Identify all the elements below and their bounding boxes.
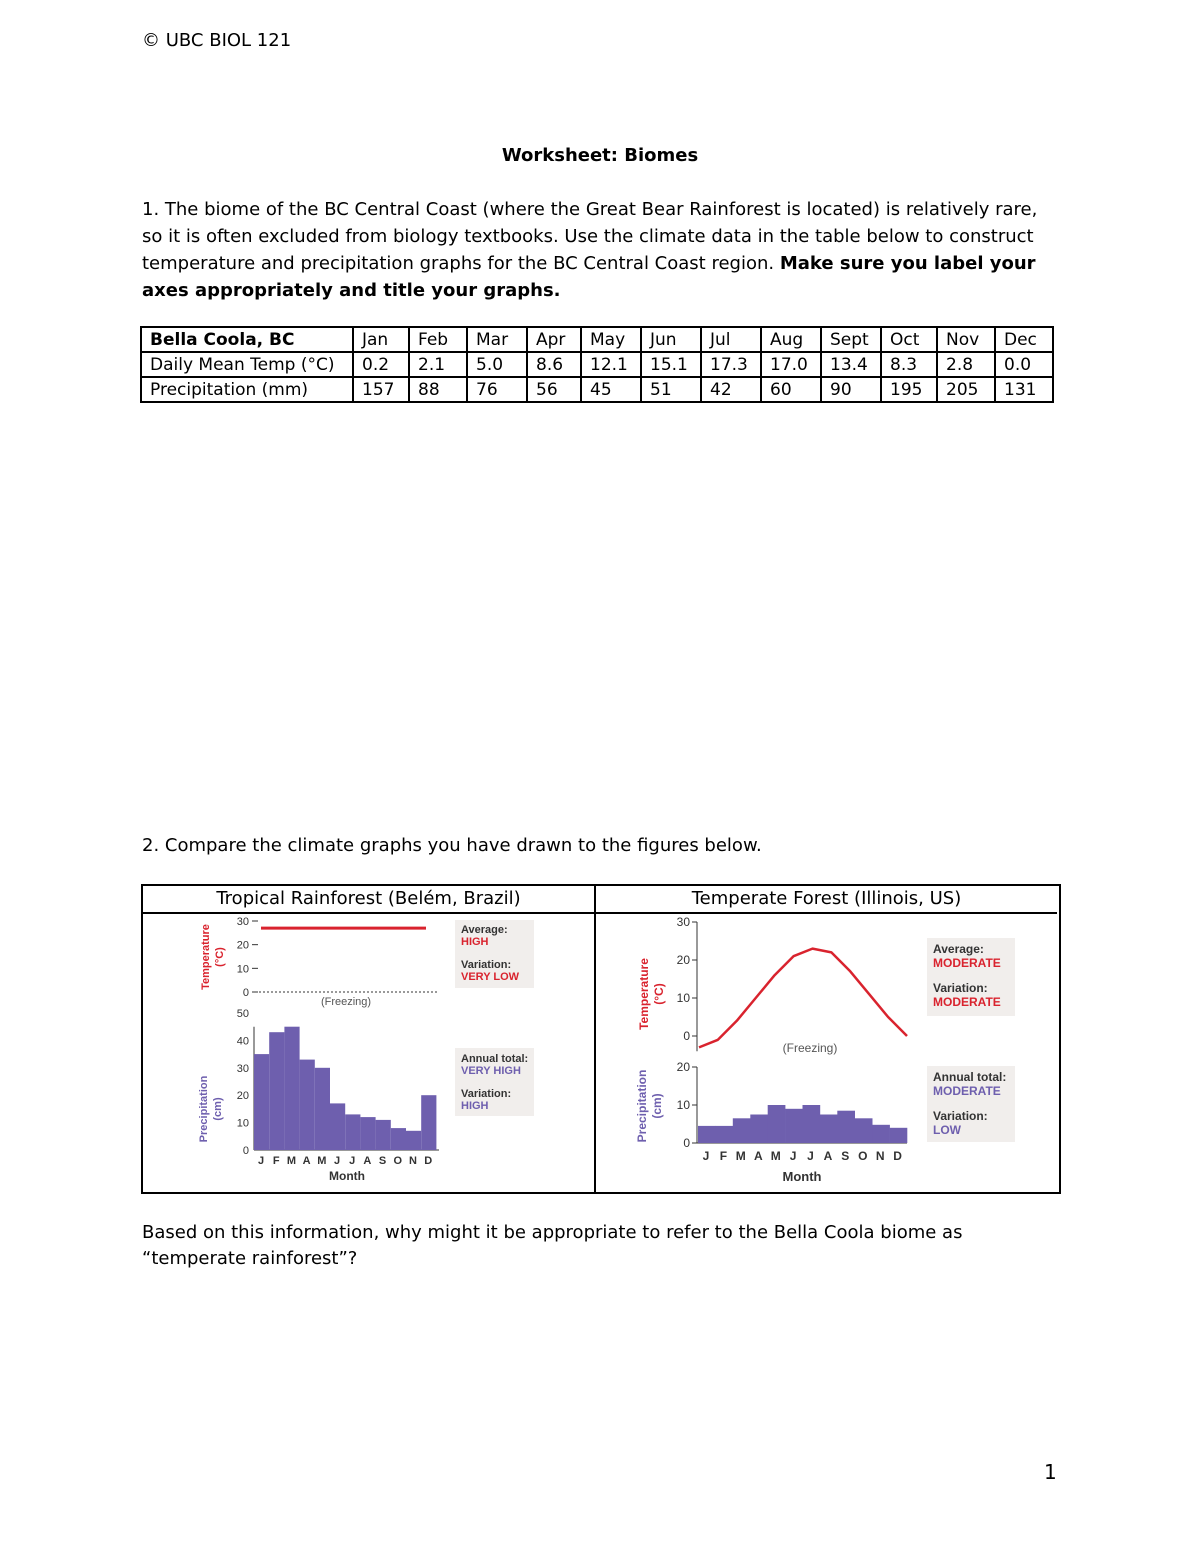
left-freezing-label: (Freezing) — [320, 996, 372, 1008]
left-precip-bar — [376, 1120, 391, 1150]
left-precip-axis-label: Precipitation — [198, 1075, 210, 1143]
copyright-header: © UBC BIOL 121 — [142, 30, 292, 51]
left-precip-bar — [406, 1131, 421, 1150]
right-month-labels — [703, 1149, 903, 1163]
table-month-cell: Sept — [821, 327, 881, 352]
right-precip-bar — [768, 1105, 786, 1143]
right-xlabel: Month — [782, 1169, 822, 1184]
table-month-cell: Feb — [409, 327, 467, 352]
table-month-cell: Dec — [995, 327, 1053, 352]
table-month-cell: Jan — [353, 327, 409, 352]
left-temp-tick-label: 30 — [236, 916, 249, 928]
table-precip-cell: 51 — [641, 377, 701, 402]
right-month-label: M — [735, 1149, 746, 1163]
right-precip-bar — [803, 1105, 821, 1143]
left-xlabel: Month — [329, 1169, 365, 1183]
table-temp-cell: 17.3 — [701, 352, 761, 377]
table-precip-cell: 60 — [761, 377, 821, 402]
question-2: 2. Compare the climate graphs you have drawn to the figures below. — [142, 835, 762, 856]
left-month-label: F — [272, 1155, 280, 1167]
right-month-label: N — [875, 1149, 885, 1163]
question-1-text: 1. The biome of the BC Central Coast (where the Great Bear Rainforest is located) is relatively rare, so it is often excluded from biology textbooks. Use the climate data in the table below to construct temperature and precipitation graphs for the BC Central Coast region. — [142, 199, 1038, 274]
table-temp-cell: 0.2 — [353, 352, 409, 377]
table-precip-cell: 76 — [467, 377, 527, 402]
table-precip-cell: 205 — [937, 377, 995, 402]
table-temp-cell: 15.1 — [641, 352, 701, 377]
right-total-label: Annual total: — [933, 1070, 1007, 1084]
left-temp-axis — [237, 916, 258, 999]
right-month-label: J — [789, 1149, 797, 1163]
left-month-label: J — [257, 1155, 265, 1167]
left-temp-axis-unit: (°C) — [214, 947, 226, 967]
right-precip-axis-unit: (cm) — [650, 1093, 664, 1119]
table-row-precipitation — [141, 377, 1053, 402]
table-month-cell: Jul — [701, 327, 761, 352]
question-1-emphasis: Make sure you label your axes appropriately and title your graphs. — [142, 253, 1036, 301]
right-precip-bar — [733, 1118, 751, 1143]
table-month-cell: May — [581, 327, 641, 352]
right-freezing-label: (Freezing) — [782, 1041, 838, 1055]
left-total-value: VERY HIGH — [461, 1065, 521, 1077]
left-precip-bar — [421, 1095, 436, 1150]
right-month-label: O — [858, 1149, 868, 1163]
tropical-climate-figure — [143, 914, 594, 1190]
left-month-label: S — [378, 1155, 387, 1167]
table-temp-cell: 17.0 — [761, 352, 821, 377]
right-temp-series — [699, 949, 907, 1048]
table-temp-cell: 2.8 — [937, 352, 995, 377]
left-precip-bar — [330, 1103, 345, 1150]
left-pvar-value: HIGH — [461, 1100, 489, 1112]
right-avg-value: MODERATE — [933, 956, 1001, 970]
left-total-label: Annual total: — [461, 1053, 529, 1065]
left-month-label: J — [349, 1155, 356, 1167]
question-1 — [142, 196, 1057, 304]
right-month-label: A — [753, 1149, 763, 1163]
right-precip-bar — [820, 1115, 838, 1144]
left-precip-bar — [269, 1032, 284, 1150]
right-temp-tick-label: 0 — [683, 1029, 690, 1043]
table-month-cell: Mar — [467, 327, 527, 352]
climate-table — [140, 326, 1054, 403]
right-month-label: J — [807, 1149, 814, 1163]
left-precip-axis-unit: (cm) — [212, 1097, 224, 1121]
left-var-label: Variation: — [461, 959, 512, 971]
right-precip-bar — [890, 1128, 908, 1143]
table-month-cell: Oct — [881, 327, 937, 352]
left-precip-tick-label: 0 — [242, 1145, 249, 1157]
table-precip-cell: 157 — [353, 377, 409, 402]
left-precip-tick-label: 50 — [236, 1008, 249, 1020]
right-precip-tick-label: 10 — [676, 1098, 690, 1112]
left-precip-tick-label: 40 — [236, 1035, 249, 1048]
right-precip-bars — [698, 1105, 907, 1143]
left-month-label: J — [333, 1155, 341, 1167]
right-month-label: S — [841, 1149, 850, 1163]
right-figure-title: Temperate Forest (Illinois, US) — [596, 886, 1057, 914]
left-avg-label: Average: — [461, 924, 508, 936]
left-month-label: M — [317, 1155, 327, 1167]
right-month-label: J — [702, 1149, 710, 1163]
left-var-value: VERY LOW — [461, 971, 520, 983]
left-precip-bar — [254, 1054, 269, 1150]
table-precip-cell: 45 — [581, 377, 641, 402]
table-precip-cell: 90 — [821, 377, 881, 402]
left-month-label: A — [302, 1155, 311, 1167]
left-month-label: D — [424, 1155, 433, 1167]
right-precip-bar — [785, 1109, 803, 1143]
worksheet-title: Worksheet: Biomes — [501, 145, 699, 166]
right-pvar-label: Variation: — [933, 1109, 988, 1123]
right-precip-axis-label: Precipitation — [635, 1069, 649, 1143]
left-precip-tick-label: 10 — [236, 1117, 249, 1130]
temperate-climate-figure — [596, 914, 1057, 1190]
left-precip-bars — [254, 1027, 436, 1150]
table-temp-cell: 8.6 — [527, 352, 581, 377]
left-precip-tick-label: 20 — [236, 1090, 249, 1103]
table-month-cell: Apr — [527, 327, 581, 352]
left-month-label: N — [409, 1155, 417, 1167]
right-precip-bar — [837, 1111, 855, 1143]
left-precip-tick-label: 30 — [236, 1062, 249, 1075]
left-precip-bar — [360, 1117, 375, 1150]
right-month-label: D — [893, 1149, 902, 1163]
table-temp-cell: 12.1 — [581, 352, 641, 377]
table-precip-cell: 42 — [701, 377, 761, 402]
right-total-value: MODERATE — [933, 1084, 1001, 1098]
left-month-label: O — [393, 1155, 403, 1167]
table-temp-cell: 8.3 — [881, 352, 937, 377]
left-month-label: A — [363, 1155, 372, 1167]
table-location-cell: Bella Coola, BC — [141, 327, 353, 352]
table-temp-cell: 2.1 — [409, 352, 467, 377]
table-temp-cell: 13.4 — [821, 352, 881, 377]
right-temp-tick-label: 10 — [676, 991, 690, 1005]
table-precip-cell: 56 — [527, 377, 581, 402]
left-month-label: M — [286, 1155, 296, 1167]
left-temp-tick-label: 0 — [242, 987, 249, 999]
right-pvar-value: LOW — [933, 1123, 961, 1137]
right-temp-tick-label: 30 — [676, 915, 690, 929]
right-temp-tick-label: 20 — [676, 953, 690, 967]
left-pvar-label: Variation: — [461, 1088, 512, 1100]
right-var-value: MODERATE — [933, 995, 1001, 1009]
right-month-label: M — [770, 1149, 781, 1163]
right-temp-line — [699, 949, 907, 1048]
left-avg-value: HIGH — [461, 936, 489, 948]
right-temp-axis-label: Temperature — [637, 958, 651, 1030]
left-precip-bar — [391, 1128, 406, 1150]
left-precip-bar — [300, 1060, 315, 1150]
page-number: 1 — [1044, 1460, 1057, 1484]
table-precip-cell: 131 — [995, 377, 1053, 402]
table-precip-label: Precipitation (mm) — [141, 377, 353, 402]
right-precip-bar — [855, 1118, 873, 1143]
left-month-labels — [258, 1155, 432, 1167]
left-precip-bar — [345, 1114, 360, 1150]
right-month-label: A — [823, 1149, 833, 1163]
right-temp-axis-unit: (°C) — [652, 983, 666, 1005]
left-temp-tick-label: 10 — [236, 963, 249, 976]
table-month-cell: Aug — [761, 327, 821, 352]
table-temp-cell: 0.0 — [995, 352, 1053, 377]
table-header-row — [141, 327, 1053, 352]
left-figure-title: Tropical Rainforest (Belém, Brazil) — [143, 886, 594, 914]
right-precip-bar — [872, 1125, 890, 1143]
left-precip-bar — [315, 1068, 330, 1150]
right-avg-label: Average: — [933, 942, 984, 956]
table-precip-cell: 88 — [409, 377, 467, 402]
right-temp-axis — [677, 915, 697, 1051]
table-temp-cell: 5.0 — [467, 352, 527, 377]
question-3: Based on this information, why might it be appropriate to refer to the Bella Coola biome as “temperate rainforest”? — [142, 1222, 963, 1269]
table-month-cell: Nov — [937, 327, 995, 352]
right-month-label: F — [719, 1149, 728, 1163]
table-precip-cell: 195 — [881, 377, 937, 402]
right-precip-bar — [715, 1126, 733, 1143]
left-precip-bar — [284, 1027, 299, 1150]
table-month-cell: Jun — [641, 327, 701, 352]
right-precip-bar — [750, 1115, 768, 1144]
table-row-temperature — [141, 352, 1053, 377]
right-var-label: Variation: — [933, 981, 988, 995]
right-precip-tick-label: 0 — [683, 1136, 690, 1150]
table-temp-label: Daily Mean Temp (°C) — [141, 352, 353, 377]
right-precip-tick-label: 20 — [676, 1060, 690, 1074]
left-temp-tick-label: 20 — [236, 939, 249, 952]
left-temp-axis-label: Temperature — [200, 924, 212, 990]
right-precip-bar — [698, 1126, 716, 1143]
